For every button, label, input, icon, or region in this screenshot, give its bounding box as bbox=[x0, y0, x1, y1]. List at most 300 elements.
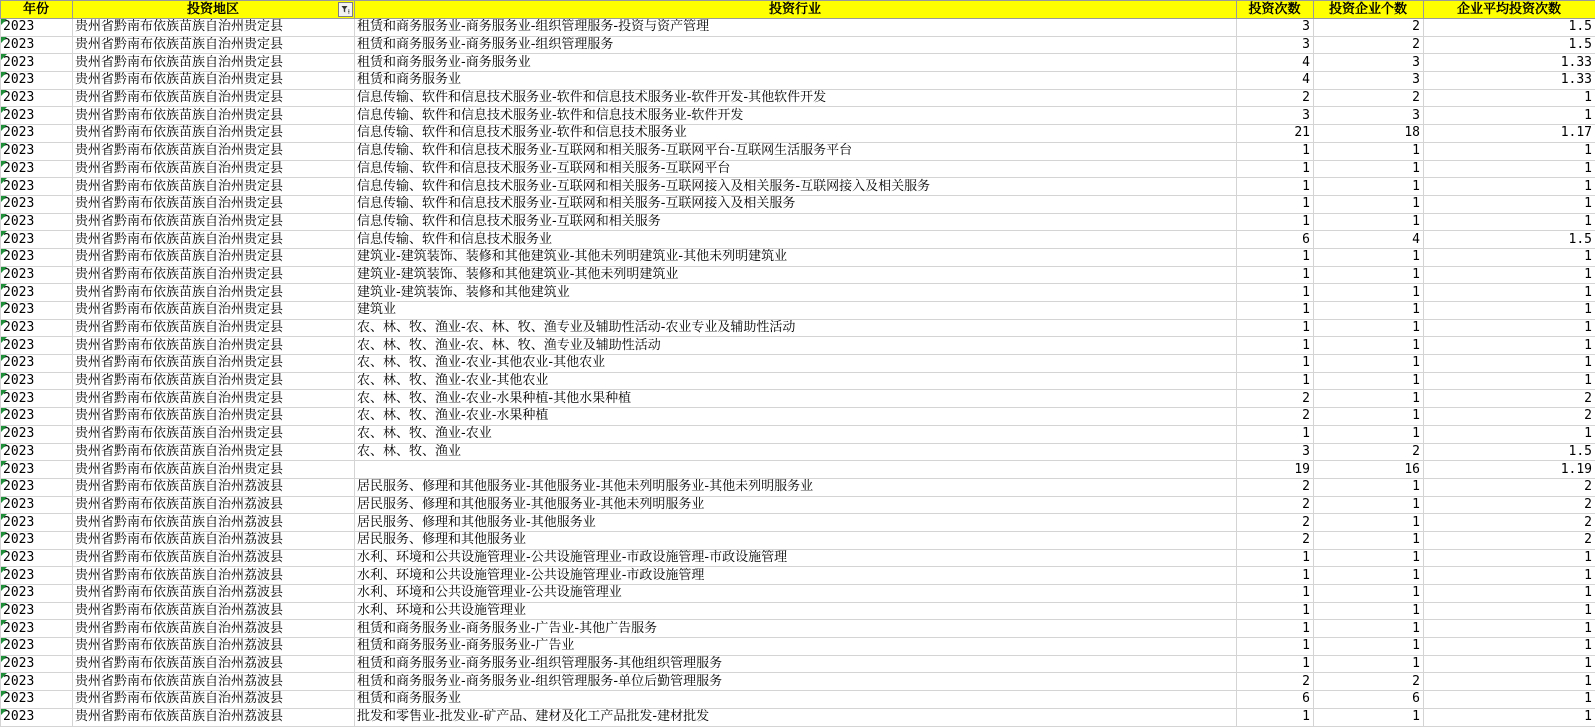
cell-companies[interactable]: 1 bbox=[1314, 638, 1424, 656]
cell-avg[interactable]: 1 bbox=[1424, 602, 1595, 620]
cell-industry[interactable]: 水利、环境和公共设施管理业-公共设施管理业-市政设施管理-市政设施管理 bbox=[355, 549, 1237, 567]
cell-region[interactable]: 贵州省黔南布依族苗族自治州贵定县 bbox=[73, 125, 355, 143]
number-as-text-indicator-icon bbox=[1, 620, 7, 626]
cell-year[interactable] bbox=[1, 425, 73, 443]
cell-industry[interactable]: 租赁和商务服务业-商务服务业-广告业 bbox=[355, 638, 1237, 656]
table-row bbox=[1, 337, 1595, 355]
cell-companies[interactable]: 1 bbox=[1314, 337, 1424, 355]
cell-count[interactable]: 2 bbox=[1237, 89, 1314, 107]
cell-companies[interactable]: 1 bbox=[1314, 514, 1424, 532]
cell-count[interactable]: 2 bbox=[1237, 408, 1314, 426]
cell-year[interactable] bbox=[1, 567, 73, 585]
cell-region[interactable]: 贵州省黔南布依族苗族自治州荔波县 bbox=[73, 673, 355, 691]
cell-count[interactable]: 2 bbox=[1237, 673, 1314, 691]
cell-year[interactable] bbox=[1, 54, 73, 72]
cell-year[interactable] bbox=[1, 302, 73, 320]
cell-region[interactable]: 贵州省黔南布依族苗族自治州贵定县 bbox=[73, 390, 355, 408]
table-row bbox=[1, 602, 1595, 620]
cell-region[interactable]: 贵州省黔南布依族苗族自治州贵定县 bbox=[73, 319, 355, 337]
cell-year-text: 2023 bbox=[3, 709, 35, 725]
cell-region[interactable]: 贵州省黔南布依族苗族自治州贵定县 bbox=[73, 337, 355, 355]
cell-count[interactable]: 6 bbox=[1237, 231, 1314, 249]
number-as-text-indicator-icon bbox=[1, 426, 7, 432]
cell-region[interactable]: 贵州省黔南布依族苗族自治州贵定县 bbox=[73, 195, 355, 213]
cell-avg[interactable]: 2 bbox=[1424, 531, 1595, 549]
cell-region[interactable]: 贵州省黔南布依族苗族自治州贵定县 bbox=[73, 107, 355, 125]
cell-avg[interactable]: 1 bbox=[1424, 638, 1595, 656]
cell-count[interactable]: 1 bbox=[1237, 266, 1314, 284]
cell-year[interactable] bbox=[1, 213, 73, 231]
cell-count[interactable]: 1 bbox=[1237, 655, 1314, 673]
cell-avg[interactable]: 1 bbox=[1424, 549, 1595, 567]
table-row bbox=[1, 673, 1595, 691]
cell-avg[interactable]: 1 bbox=[1424, 585, 1595, 603]
cell-avg[interactable]: 1 bbox=[1424, 178, 1595, 196]
cell-count[interactable]: 1 bbox=[1237, 337, 1314, 355]
cell-industry[interactable]: 信息传输、软件和信息技术服务业-互联网和相关服务-互联网接入及相关服务 bbox=[355, 195, 1237, 213]
cell-avg[interactable]: 1 bbox=[1424, 107, 1595, 125]
cell-avg[interactable]: 2 bbox=[1424, 478, 1595, 496]
cell-region[interactable]: 贵州省黔南布依族苗族自治州贵定县 bbox=[73, 231, 355, 249]
cell-year[interactable] bbox=[1, 514, 73, 532]
cell-region[interactable]: 贵州省黔南布依族苗族自治州贵定县 bbox=[73, 19, 355, 37]
cell-companies[interactable]: 1 bbox=[1314, 567, 1424, 585]
cell-year[interactable] bbox=[1, 620, 73, 638]
cell-companies[interactable]: 16 bbox=[1314, 461, 1424, 479]
cell-count[interactable]: 3 bbox=[1237, 443, 1314, 461]
cell-avg[interactable]: 2 bbox=[1424, 408, 1595, 426]
cell-count[interactable]: 3 bbox=[1237, 107, 1314, 125]
cell-region[interactable]: 贵州省黔南布依族苗族自治州荔波县 bbox=[73, 496, 355, 514]
cell-year-text: 2023 bbox=[3, 673, 35, 689]
cell-avg[interactable]: 1.5 bbox=[1424, 443, 1595, 461]
cell-companies[interactable]: 1 bbox=[1314, 549, 1424, 567]
table-row bbox=[1, 266, 1595, 284]
cell-count[interactable]: 1 bbox=[1237, 319, 1314, 337]
cell-year-text: 2023 bbox=[3, 603, 35, 619]
cell-region[interactable]: 贵州省黔南布依族苗族自治州荔波县 bbox=[73, 691, 355, 709]
cell-region[interactable]: 贵州省黔南布依族苗族自治州荔波县 bbox=[73, 478, 355, 496]
cell-region[interactable]: 贵州省黔南布依族苗族自治州贵定县 bbox=[73, 372, 355, 390]
header-row bbox=[1, 1, 1595, 19]
cell-count[interactable]: 1 bbox=[1237, 620, 1314, 638]
cell-companies[interactable]: 6 bbox=[1314, 691, 1424, 709]
number-as-text-indicator-icon bbox=[1, 231, 7, 237]
cell-year[interactable] bbox=[1, 231, 73, 249]
cell-year-text: 2023 bbox=[3, 620, 35, 636]
cell-count[interactable]: 2 bbox=[1237, 390, 1314, 408]
cell-avg[interactable]: 1 bbox=[1424, 319, 1595, 337]
cell-avg[interactable]: 2 bbox=[1424, 496, 1595, 514]
cell-region[interactable]: 贵州省黔南布依族苗族自治州贵定县 bbox=[73, 355, 355, 373]
cell-avg[interactable]: 1 bbox=[1424, 142, 1595, 160]
cell-companies[interactable]: 1 bbox=[1314, 284, 1424, 302]
cell-region[interactable]: 贵州省黔南布依族苗族自治州贵定县 bbox=[73, 461, 355, 479]
cell-industry[interactable]: 批发和零售业-批发业-矿产品、建材及化工产品批发-建材批发 bbox=[355, 708, 1237, 726]
cell-count[interactable]: 1 bbox=[1237, 585, 1314, 603]
number-as-text-indicator-icon bbox=[1, 337, 7, 343]
cell-industry[interactable]: 农、林、牧、渔业-农业-其他农业-其他农业 bbox=[355, 355, 1237, 373]
cell-companies[interactable]: 1 bbox=[1314, 655, 1424, 673]
cell-year[interactable] bbox=[1, 355, 73, 373]
cell-companies[interactable]: 1 bbox=[1314, 355, 1424, 373]
cell-industry[interactable]: 居民服务、修理和其他服务业-其他服务业 bbox=[355, 514, 1237, 532]
number-as-text-indicator-icon bbox=[1, 638, 7, 644]
cell-region[interactable]: 贵州省黔南布依族苗族自治州荔波县 bbox=[73, 531, 355, 549]
table-row bbox=[1, 443, 1595, 461]
cell-avg[interactable]: 1 bbox=[1424, 284, 1595, 302]
cell-companies[interactable]: 4 bbox=[1314, 231, 1424, 249]
cell-year-text: 2023 bbox=[3, 90, 35, 106]
cell-count[interactable]: 1 bbox=[1237, 708, 1314, 726]
cell-count[interactable]: 1 bbox=[1237, 284, 1314, 302]
cell-industry[interactable]: 农、林、牧、渔业 bbox=[355, 443, 1237, 461]
table-row bbox=[1, 496, 1595, 514]
cell-avg[interactable]: 1 bbox=[1424, 195, 1595, 213]
cell-companies[interactable]: 1 bbox=[1314, 178, 1424, 196]
cell-industry[interactable]: 农、林、牧、渔业-农业-其他农业 bbox=[355, 372, 1237, 390]
cell-year-text: 2023 bbox=[3, 284, 35, 300]
number-as-text-indicator-icon bbox=[1, 267, 7, 273]
cell-year[interactable] bbox=[1, 107, 73, 125]
cell-companies[interactable]: 1 bbox=[1314, 531, 1424, 549]
cell-region[interactable]: 贵州省黔南布依族苗族自治州荔波县 bbox=[73, 567, 355, 585]
cell-avg[interactable]: 2 bbox=[1424, 514, 1595, 532]
cell-industry[interactable]: 水利、环境和公共设施管理业-公共设施管理业 bbox=[355, 585, 1237, 603]
cell-year[interactable] bbox=[1, 142, 73, 160]
cell-companies[interactable]: 1 bbox=[1314, 390, 1424, 408]
cell-companies[interactable]: 1 bbox=[1314, 602, 1424, 620]
cell-avg[interactable]: 1 bbox=[1424, 708, 1595, 726]
cell-region[interactable]: 贵州省黔南布依族苗族自治州荔波县 bbox=[73, 514, 355, 532]
cell-year-text: 2023 bbox=[3, 567, 35, 583]
cell-count[interactable]: 21 bbox=[1237, 125, 1314, 143]
number-as-text-indicator-icon bbox=[1, 532, 7, 538]
cell-industry[interactable]: 建筑业-建筑装饰、装修和其他建筑业-其他未列明建筑业 bbox=[355, 266, 1237, 284]
cell-companies[interactable]: 1 bbox=[1314, 142, 1424, 160]
cell-year[interactable] bbox=[1, 478, 73, 496]
cell-year[interactable] bbox=[1, 72, 73, 90]
table-row bbox=[1, 478, 1595, 496]
cell-industry[interactable]: 信息传输、软件和信息技术服务业-软件和信息技术服务业 bbox=[355, 125, 1237, 143]
cell-avg[interactable]: 1 bbox=[1424, 337, 1595, 355]
cell-industry[interactable]: 农、林、牧、渔业-农、林、牧、渔专业及辅助性活动-农业专业及辅助性活动 bbox=[355, 319, 1237, 337]
cell-region[interactable]: 贵州省黔南布依族苗族自治州贵定县 bbox=[73, 142, 355, 160]
cell-industry[interactable]: 信息传输、软件和信息技术服务业 bbox=[355, 231, 1237, 249]
cell-count[interactable]: 2 bbox=[1237, 531, 1314, 549]
header-region-label: 投资地区 bbox=[186, 1, 239, 17]
cell-year[interactable] bbox=[1, 461, 73, 479]
cell-region[interactable]: 贵州省黔南布依族苗族自治州贵定县 bbox=[73, 408, 355, 426]
cell-industry[interactable]: 租赁和商务服务业-商务服务业 bbox=[355, 54, 1237, 72]
cell-companies[interactable]: 2 bbox=[1314, 673, 1424, 691]
cell-companies[interactable]: 3 bbox=[1314, 107, 1424, 125]
cell-companies[interactable]: 2 bbox=[1314, 89, 1424, 107]
cell-companies[interactable]: 1 bbox=[1314, 496, 1424, 514]
number-as-text-indicator-icon bbox=[1, 320, 7, 326]
cell-industry[interactable]: 信息传输、软件和信息技术服务业-互联网和相关服务 bbox=[355, 213, 1237, 231]
cell-avg[interactable]: 1 bbox=[1424, 673, 1595, 691]
table-row bbox=[1, 142, 1595, 160]
cell-companies[interactable]: 1 bbox=[1314, 302, 1424, 320]
cell-industry[interactable]: 居民服务、修理和其他服务业-其他服务业-其他未列明服务业-其他未列明服务业 bbox=[355, 478, 1237, 496]
cell-count[interactable]: 1 bbox=[1237, 213, 1314, 231]
cell-avg[interactable]: 1 bbox=[1424, 655, 1595, 673]
cell-year[interactable] bbox=[1, 372, 73, 390]
cell-industry[interactable]: 租赁和商务服务业 bbox=[355, 72, 1237, 90]
number-as-text-indicator-icon bbox=[1, 178, 7, 184]
cell-avg[interactable]: 1.5 bbox=[1424, 19, 1595, 37]
cell-companies[interactable]: 1 bbox=[1314, 248, 1424, 266]
cell-region[interactable]: 贵州省黔南布依族苗族自治州贵定县 bbox=[73, 72, 355, 90]
cell-count[interactable]: 2 bbox=[1237, 514, 1314, 532]
cell-year[interactable] bbox=[1, 655, 73, 673]
cell-region[interactable]: 贵州省黔南布依族苗族自治州荔波县 bbox=[73, 620, 355, 638]
cell-region[interactable]: 贵州省黔南布依族苗族自治州贵定县 bbox=[73, 443, 355, 461]
cell-year[interactable] bbox=[1, 408, 73, 426]
cell-region[interactable]: 贵州省黔南布依族苗族自治州贵定县 bbox=[73, 160, 355, 178]
cell-avg[interactable]: 1 bbox=[1424, 248, 1595, 266]
cell-region[interactable]: 贵州省黔南布依族苗族自治州贵定县 bbox=[73, 425, 355, 443]
cell-count[interactable]: 4 bbox=[1237, 72, 1314, 90]
cell-count[interactable]: 1 bbox=[1237, 160, 1314, 178]
cell-region[interactable]: 贵州省黔南布依族苗族自治州贵定县 bbox=[73, 36, 355, 54]
cell-year[interactable] bbox=[1, 496, 73, 514]
cell-industry[interactable]: 农、林、牧、渔业-农、林、牧、渔专业及辅助性活动 bbox=[355, 337, 1237, 355]
table-row bbox=[1, 72, 1595, 90]
table-row bbox=[1, 708, 1595, 726]
cell-companies[interactable]: 3 bbox=[1314, 72, 1424, 90]
number-as-text-indicator-icon bbox=[1, 214, 7, 220]
cell-year[interactable] bbox=[1, 531, 73, 549]
cell-industry[interactable]: 租赁和商务服务业-商务服务业-广告业-其他广告服务 bbox=[355, 620, 1237, 638]
cell-year-text: 2023 bbox=[3, 54, 35, 70]
cell-industry[interactable]: 信息传输、软件和信息技术服务业-互联网和相关服务-互联网接入及相关服务-互联网接入及相关服务 bbox=[355, 178, 1237, 196]
number-as-text-indicator-icon bbox=[1, 143, 7, 149]
table-row bbox=[1, 19, 1595, 37]
cell-count[interactable]: 1 bbox=[1237, 355, 1314, 373]
cell-companies[interactable]: 1 bbox=[1314, 408, 1424, 426]
cell-avg[interactable]: 1.19 bbox=[1424, 461, 1595, 479]
cell-avg[interactable]: 1 bbox=[1424, 302, 1595, 320]
table-row bbox=[1, 425, 1595, 443]
header-year[interactable]: 年份 bbox=[1, 1, 73, 19]
cell-industry[interactable]: 建筑业-建筑装饰、装修和其他建筑业 bbox=[355, 284, 1237, 302]
header-companies[interactable]: 投资企业个数 bbox=[1314, 1, 1424, 19]
cell-avg[interactable]: 1 bbox=[1424, 425, 1595, 443]
cell-region[interactable]: 贵州省黔南布依族苗族自治州荔波县 bbox=[73, 549, 355, 567]
cell-region[interactable]: 贵州省黔南布依族苗族自治州贵定县 bbox=[73, 178, 355, 196]
cell-year-text: 2023 bbox=[3, 355, 35, 371]
cell-region[interactable]: 贵州省黔南布依族苗族自治州荔波县 bbox=[73, 585, 355, 603]
cell-avg[interactable]: 1.33 bbox=[1424, 72, 1595, 90]
cell-count[interactable]: 1 bbox=[1237, 142, 1314, 160]
cell-companies[interactable]: 1 bbox=[1314, 160, 1424, 178]
cell-companies[interactable]: 18 bbox=[1314, 125, 1424, 143]
cell-industry[interactable]: 租赁和商务服务业 bbox=[355, 691, 1237, 709]
cell-region[interactable]: 贵州省黔南布依族苗族自治州贵定县 bbox=[73, 302, 355, 320]
cell-year[interactable] bbox=[1, 19, 73, 37]
cell-count[interactable]: 1 bbox=[1237, 195, 1314, 213]
cell-count[interactable]: 2 bbox=[1237, 478, 1314, 496]
cell-companies[interactable]: 2 bbox=[1314, 36, 1424, 54]
cell-count[interactable]: 1 bbox=[1237, 638, 1314, 656]
cell-avg[interactable]: 1 bbox=[1424, 372, 1595, 390]
cell-year[interactable] bbox=[1, 708, 73, 726]
cell-companies[interactable]: 1 bbox=[1314, 708, 1424, 726]
cell-avg[interactable]: 1.33 bbox=[1424, 54, 1595, 72]
header-count[interactable]: 投资次数 bbox=[1237, 1, 1314, 19]
cell-companies[interactable]: 2 bbox=[1314, 443, 1424, 461]
cell-avg[interactable]: 2 bbox=[1424, 390, 1595, 408]
cell-region[interactable]: 贵州省黔南布依族苗族自治州贵定县 bbox=[73, 266, 355, 284]
cell-count[interactable]: 2 bbox=[1237, 496, 1314, 514]
cell-year-text: 2023 bbox=[3, 19, 35, 35]
cell-companies[interactable]: 1 bbox=[1314, 319, 1424, 337]
cell-year[interactable] bbox=[1, 36, 73, 54]
cell-companies[interactable]: 1 bbox=[1314, 213, 1424, 231]
cell-count[interactable]: 1 bbox=[1237, 549, 1314, 567]
cell-industry[interactable]: 农、林、牧、渔业-农业-水果种植-其他水果种植 bbox=[355, 390, 1237, 408]
cell-year[interactable] bbox=[1, 178, 73, 196]
cell-year[interactable] bbox=[1, 160, 73, 178]
cell-count[interactable]: 6 bbox=[1237, 691, 1314, 709]
cell-avg[interactable]: 1.5 bbox=[1424, 36, 1595, 54]
cell-industry[interactable]: 水利、环境和公共设施管理业-公共设施管理业-市政设施管理 bbox=[355, 567, 1237, 585]
cell-companies[interactable]: 1 bbox=[1314, 372, 1424, 390]
cell-count[interactable]: 19 bbox=[1237, 461, 1314, 479]
cell-count[interactable]: 1 bbox=[1237, 567, 1314, 585]
cell-industry[interactable]: 居民服务、修理和其他服务业 bbox=[355, 531, 1237, 549]
cell-count[interactable]: 1 bbox=[1237, 602, 1314, 620]
cell-companies[interactable]: 1 bbox=[1314, 266, 1424, 284]
cell-count[interactable]: 1 bbox=[1237, 372, 1314, 390]
cell-industry[interactable]: 信息传输、软件和信息技术服务业-软件和信息技术服务业-软件开发 bbox=[355, 107, 1237, 125]
cell-companies[interactable]: 1 bbox=[1314, 425, 1424, 443]
cell-year-text: 2023 bbox=[3, 160, 35, 176]
filter-funnel-icon[interactable] bbox=[338, 2, 353, 17]
cell-year-text: 2023 bbox=[3, 178, 35, 194]
cell-count[interactable]: 4 bbox=[1237, 54, 1314, 72]
cell-avg[interactable]: 1 bbox=[1424, 213, 1595, 231]
cell-avg[interactable]: 1.17 bbox=[1424, 125, 1595, 143]
table-row bbox=[1, 355, 1595, 373]
cell-industry[interactable]: 租赁和商务服务业-商务服务业-组织管理服务-其他组织管理服务 bbox=[355, 655, 1237, 673]
cell-companies[interactable]: 1 bbox=[1314, 478, 1424, 496]
cell-year-text: 2023 bbox=[3, 585, 35, 601]
cell-year-text: 2023 bbox=[3, 443, 35, 459]
cell-avg[interactable]: 1 bbox=[1424, 160, 1595, 178]
cell-region[interactable]: 贵州省黔南布依族苗族自治州贵定县 bbox=[73, 54, 355, 72]
cell-year[interactable] bbox=[1, 602, 73, 620]
header-industry[interactable]: 投资行业 bbox=[355, 1, 1237, 19]
table-row bbox=[1, 655, 1595, 673]
cell-industry[interactable]: 租赁和商务服务业-商务服务业-组织管理服务-投资与资产管理 bbox=[355, 19, 1237, 37]
cell-year[interactable] bbox=[1, 89, 73, 107]
cell-avg[interactable]: 1 bbox=[1424, 355, 1595, 373]
cell-avg[interactable]: 1.5 bbox=[1424, 231, 1595, 249]
cell-year[interactable] bbox=[1, 638, 73, 656]
cell-region[interactable]: 贵州省黔南布依族苗族自治州贵定县 bbox=[73, 89, 355, 107]
cell-year[interactable] bbox=[1, 691, 73, 709]
cell-avg[interactable]: 1 bbox=[1424, 691, 1595, 709]
cell-region[interactable]: 贵州省黔南布依族苗族自治州荔波县 bbox=[73, 655, 355, 673]
table-row bbox=[1, 125, 1595, 143]
cell-year[interactable] bbox=[1, 443, 73, 461]
cell-companies[interactable]: 1 bbox=[1314, 585, 1424, 603]
number-as-text-indicator-icon bbox=[1, 72, 7, 78]
cell-year-text: 2023 bbox=[3, 231, 35, 247]
header-avg[interactable]: 企业平均投资次数 bbox=[1424, 1, 1595, 19]
cell-year-text: 2023 bbox=[3, 125, 35, 141]
cell-year[interactable] bbox=[1, 248, 73, 266]
cell-companies[interactable]: 2 bbox=[1314, 19, 1424, 37]
cell-count[interactable]: 1 bbox=[1237, 178, 1314, 196]
cell-avg[interactable]: 1 bbox=[1424, 266, 1595, 284]
cell-region[interactable]: 贵州省黔南布依族苗族自治州荔波县 bbox=[73, 708, 355, 726]
number-as-text-indicator-icon bbox=[1, 514, 7, 520]
cell-region[interactable]: 贵州省黔南布依族苗族自治州贵定县 bbox=[73, 284, 355, 302]
cell-industry[interactable]: 租赁和商务服务业-商务服务业-组织管理服务 bbox=[355, 36, 1237, 54]
cell-count[interactable]: 3 bbox=[1237, 36, 1314, 54]
cell-industry[interactable]: 农、林、牧、渔业-农业 bbox=[355, 425, 1237, 443]
cell-industry[interactable]: 农、林、牧、渔业-农业-水果种植 bbox=[355, 408, 1237, 426]
cell-year[interactable] bbox=[1, 125, 73, 143]
cell-year[interactable] bbox=[1, 673, 73, 691]
cell-companies[interactable]: 1 bbox=[1314, 620, 1424, 638]
cell-year[interactable] bbox=[1, 284, 73, 302]
cell-year[interactable] bbox=[1, 337, 73, 355]
cell-region[interactable]: 贵州省黔南布依族苗族自治州贵定县 bbox=[73, 213, 355, 231]
number-as-text-indicator-icon bbox=[1, 550, 7, 556]
cell-industry[interactable]: 信息传输、软件和信息技术服务业-互联网和相关服务-互联网平台 bbox=[355, 160, 1237, 178]
table-row bbox=[1, 213, 1595, 231]
cell-region[interactable]: 贵州省黔南布依族苗族自治州荔波县 bbox=[73, 602, 355, 620]
cell-industry[interactable]: 建筑业 bbox=[355, 302, 1237, 320]
header-region[interactable] bbox=[73, 1, 355, 19]
cell-avg[interactable]: 1 bbox=[1424, 620, 1595, 638]
cell-year[interactable] bbox=[1, 549, 73, 567]
cell-industry[interactable]: 建筑业-建筑装饰、装修和其他建筑业-其他未列明建筑业-其他未列明建筑业 bbox=[355, 248, 1237, 266]
cell-year[interactable] bbox=[1, 195, 73, 213]
cell-count[interactable]: 3 bbox=[1237, 19, 1314, 37]
number-as-text-indicator-icon bbox=[1, 444, 7, 450]
cell-industry[interactable]: 信息传输、软件和信息技术服务业-互联网和相关服务-互联网平台-互联网生活服务平台 bbox=[355, 142, 1237, 160]
cell-region[interactable]: 贵州省黔南布依族苗族自治州贵定县 bbox=[73, 248, 355, 266]
cell-avg[interactable]: 1 bbox=[1424, 89, 1595, 107]
cell-industry[interactable]: 信息传输、软件和信息技术服务业-软件和信息技术服务业-软件开发-其他软件开发 bbox=[355, 89, 1237, 107]
cell-industry[interactable]: 租赁和商务服务业-商务服务业-组织管理服务-单位后勤管理服务 bbox=[355, 673, 1237, 691]
cell-year-text: 2023 bbox=[3, 196, 35, 212]
cell-count[interactable]: 1 bbox=[1237, 248, 1314, 266]
cell-industry[interactable]: 水利、环境和公共设施管理业 bbox=[355, 602, 1237, 620]
cell-count[interactable]: 1 bbox=[1237, 302, 1314, 320]
cell-year[interactable] bbox=[1, 319, 73, 337]
cell-year[interactable] bbox=[1, 266, 73, 284]
cell-companies[interactable]: 1 bbox=[1314, 195, 1424, 213]
cell-region[interactable]: 贵州省黔南布依族苗族自治州荔波县 bbox=[73, 638, 355, 656]
cell-industry[interactable]: 居民服务、修理和其他服务业-其他服务业-其他未列明服务业 bbox=[355, 496, 1237, 514]
number-as-text-indicator-icon bbox=[1, 125, 7, 131]
cell-year-text: 2023 bbox=[3, 320, 35, 336]
cell-count[interactable]: 1 bbox=[1237, 425, 1314, 443]
cell-year[interactable] bbox=[1, 390, 73, 408]
cell-year-text: 2023 bbox=[3, 496, 35, 512]
cell-year[interactable] bbox=[1, 585, 73, 603]
cell-industry[interactable] bbox=[355, 461, 1237, 479]
cell-avg[interactable]: 1 bbox=[1424, 567, 1595, 585]
cell-companies[interactable]: 3 bbox=[1314, 54, 1424, 72]
